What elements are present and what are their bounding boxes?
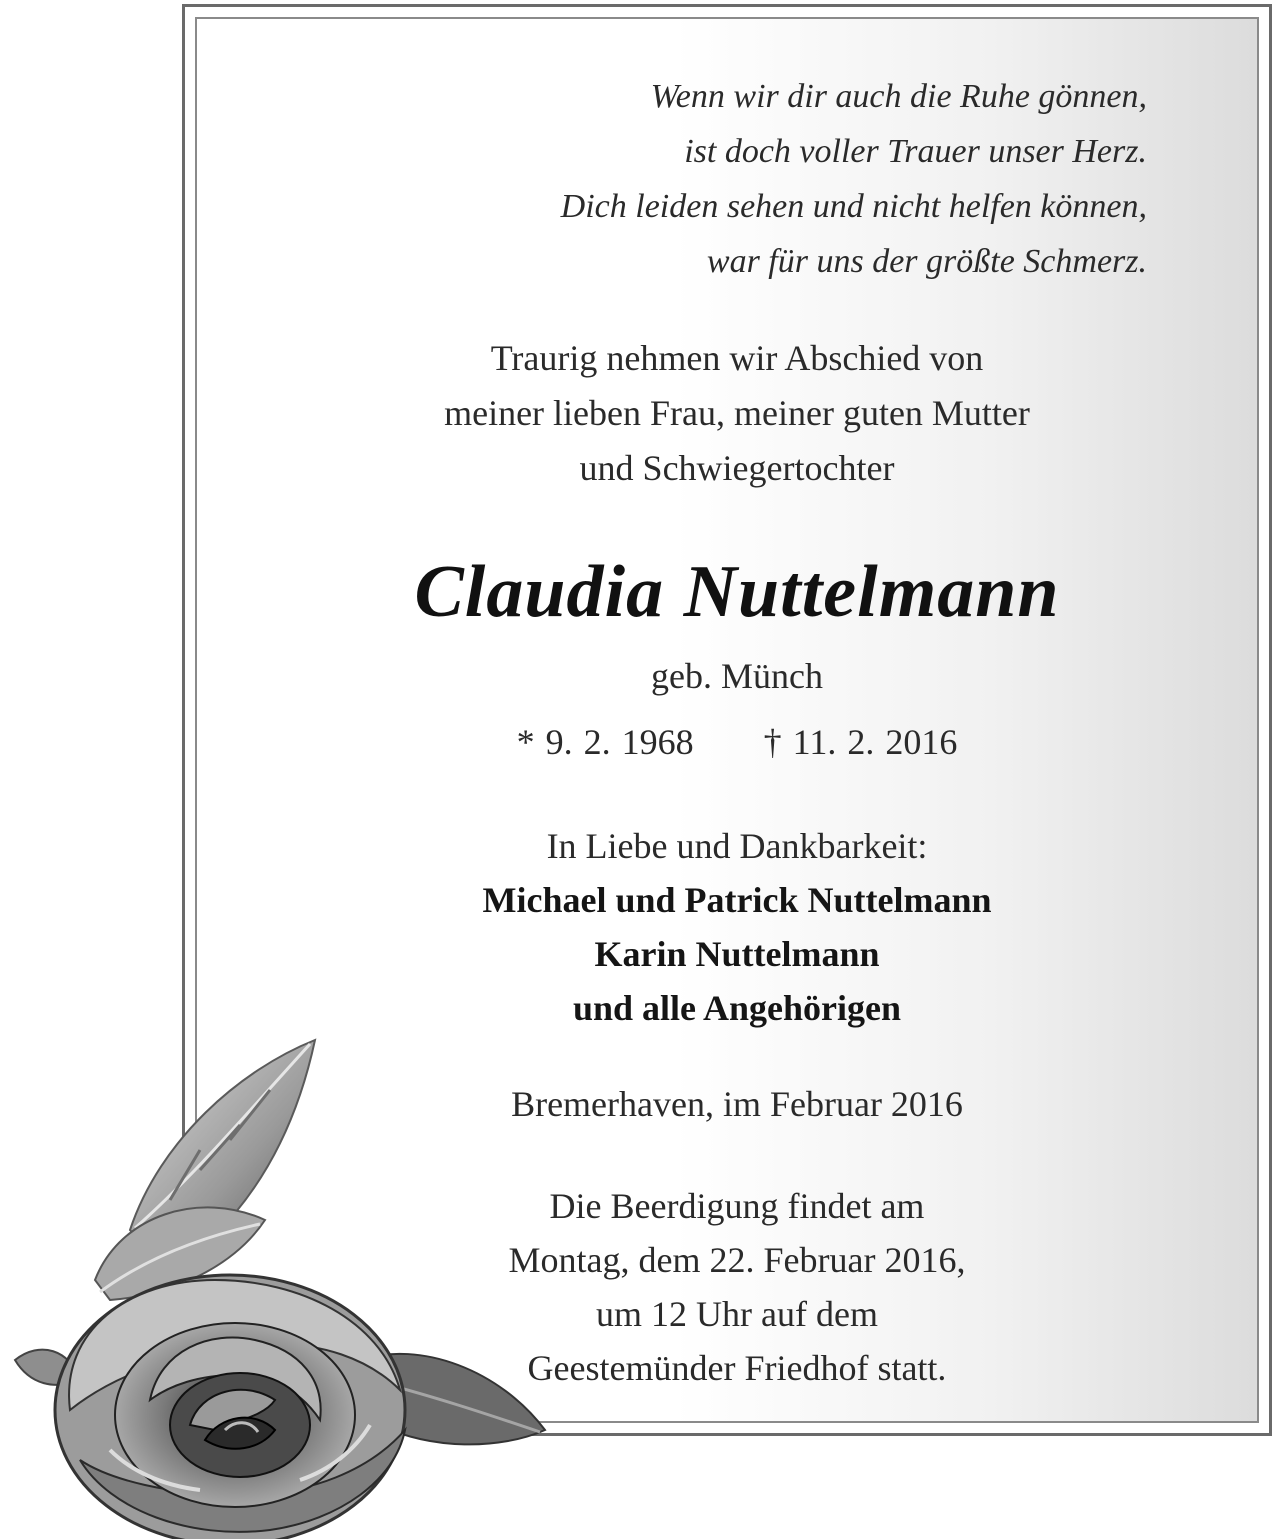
poem-line: Dich leiden sehen und nicht helfen können, xyxy=(560,188,1147,225)
poem-line: Wenn wir dir auch die Ruhe gönnen, xyxy=(650,78,1147,115)
funeral-line: Die Beerdigung findet am xyxy=(549,1186,925,1226)
intro-line: und Schwiegertochter xyxy=(579,448,895,488)
life-dates xyxy=(347,717,1127,767)
deceased-name: Claudia Nuttelmann xyxy=(414,551,1060,633)
mourners-block xyxy=(347,819,1127,1035)
intro-text xyxy=(347,331,1127,496)
place-date: Bremerhaven, im Februar 2016 xyxy=(511,1084,963,1124)
rose-icon xyxy=(0,1030,580,1539)
funeral-line: um 12 Uhr auf dem xyxy=(596,1294,878,1334)
mourner-name: und alle Angehörigen xyxy=(572,988,902,1028)
death-date: † 11. 2. 2016 xyxy=(763,722,958,762)
funeral-line: Geestemünder Friedhof statt. xyxy=(527,1348,947,1388)
poem-line: war für uns der größte Schmerz. xyxy=(706,243,1147,280)
funeral-line: Montag, dem 22. Februar 2016, xyxy=(508,1240,966,1280)
poem-line: ist doch voller Trauer unser Herz. xyxy=(684,133,1147,170)
maiden-name: geb. Münch xyxy=(651,656,823,696)
mourners-heading: In Liebe und Dankbarkeit: xyxy=(546,826,928,866)
mourner-name: Karin Nuttelmann xyxy=(594,934,880,974)
intro-line: Traurig nehmen wir Abschied von xyxy=(490,338,984,378)
intro-line: meiner lieben Frau, meiner guten Mutter xyxy=(444,393,1030,433)
mourner-name: Michael und Patrick Nuttelmann xyxy=(482,880,992,920)
poem xyxy=(561,69,1147,289)
birth-date: * 9. 2. 1968 xyxy=(516,722,694,762)
